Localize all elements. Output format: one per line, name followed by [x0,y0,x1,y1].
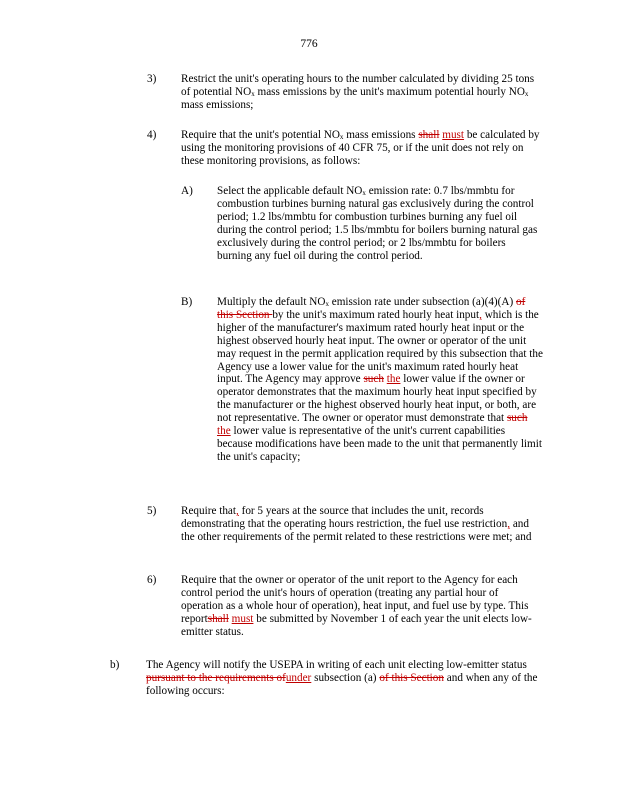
subscript: x [339,133,344,141]
deleted-text: pursuant to the requirements of [146,671,286,684]
subscript: x [251,89,255,98]
deleted-text: such [506,412,528,425]
item-label: A) [181,185,193,197]
item-label: 5) [147,505,157,517]
inserted-text: the [386,373,401,386]
item-text: Require that the owner or operator of the unit report to the Agency for each control period the unit's hours of operation (treating any partial hour of operation as a whole hour of operation), heat input, and fuel use by type. This reportshall must be submitted by November 1 of each year the unit elects low-emitter status. [181,574,532,638]
subscript: x [524,89,529,98]
item-text: The Agency will notify the USEPA in writing of each unit electing low-emitter status pursuant to the requirements ofunder subsection (a) of this Section and when any of the following occurs: [146,659,538,697]
deleted-text: shall [418,129,440,141]
inserted-text: must [231,612,254,625]
subscript: x [362,189,366,197]
inserted-text: must [442,129,465,141]
subscript: x [325,300,329,308]
item-text: Restrict the unit's operating hours to the number calculated by dividing 25 tons of potential $NO_x$ mass emissions by the unit's maximum potential hourly $NO_x$ mass emissions; [181,73,535,111]
item-text: Require that the unit's potential $NO_x$ mass emissions shall must be calculated by using the monitoring provisions of 40 CFR 75, or if the unit does not rely on these monitoring provisions, as follows: [181,129,540,167]
item-label: 3) [147,73,157,85]
item-text: Require that, for 5 years at the source that includes the unit, records demonstrating that the operating hours restriction, the fuel use restriction, and the other requirements of the permit related to these restrictions were met; and [181,505,532,543]
deleted-text: of this Section [217,296,526,321]
item-label: 6) [147,574,157,586]
inserted-text: , [479,308,482,321]
deleted-text: of this Section [379,671,444,684]
inserted-text: under [285,671,312,684]
deleted-text: such [363,373,384,386]
item-label: b) [110,659,120,671]
item-text: Multiply the default $NO_x$ emission rate under subsection (a)(4)(A) of this Section by the unit's maximum rated hourly heat input, which is the higher of the manufacturer's maximum rated hourly heat input or the highest observed hourly heat input. The owner or operator of the unit may request in the permit application required by this subsection that the Agency use a lower value for the unit's maximum rated hourly heat input. The Agency may approve such the lower value if the owner or operator demonstrates that the maximum hourly heat input specified by the manufacturer or the highest observed hourly heat input, or both, are not representative. The owner or operator must demonstrate that such the lower value is representative of the unit's current capabilities because modifications have been made to the unit that permanently limit the unit's capacity; [217,296,543,463]
page-number: 776 [300,38,318,50]
deleted-text: shall [207,612,229,625]
item-label: B) [181,296,193,308]
inserted-text: the [217,425,231,438]
item-text: Select the applicable default $NO_x$ emission rate: 0.7 lbs/mmbtu for combustion turbines burning natural gas exclusively during the control period; 1.2 lbs/mmbtu for combustion turbines burning any fuel oil during the control period; 1.5 lbs/mmbtu for boilers burning natural gas exclusively during the control period; or 2 lbs/mmbtu for boilers burning any fuel oil during the control period. [217,185,538,262]
item-label: 4) [147,129,157,141]
inserted-text: , [507,517,511,530]
inserted-text: , [236,505,239,517]
